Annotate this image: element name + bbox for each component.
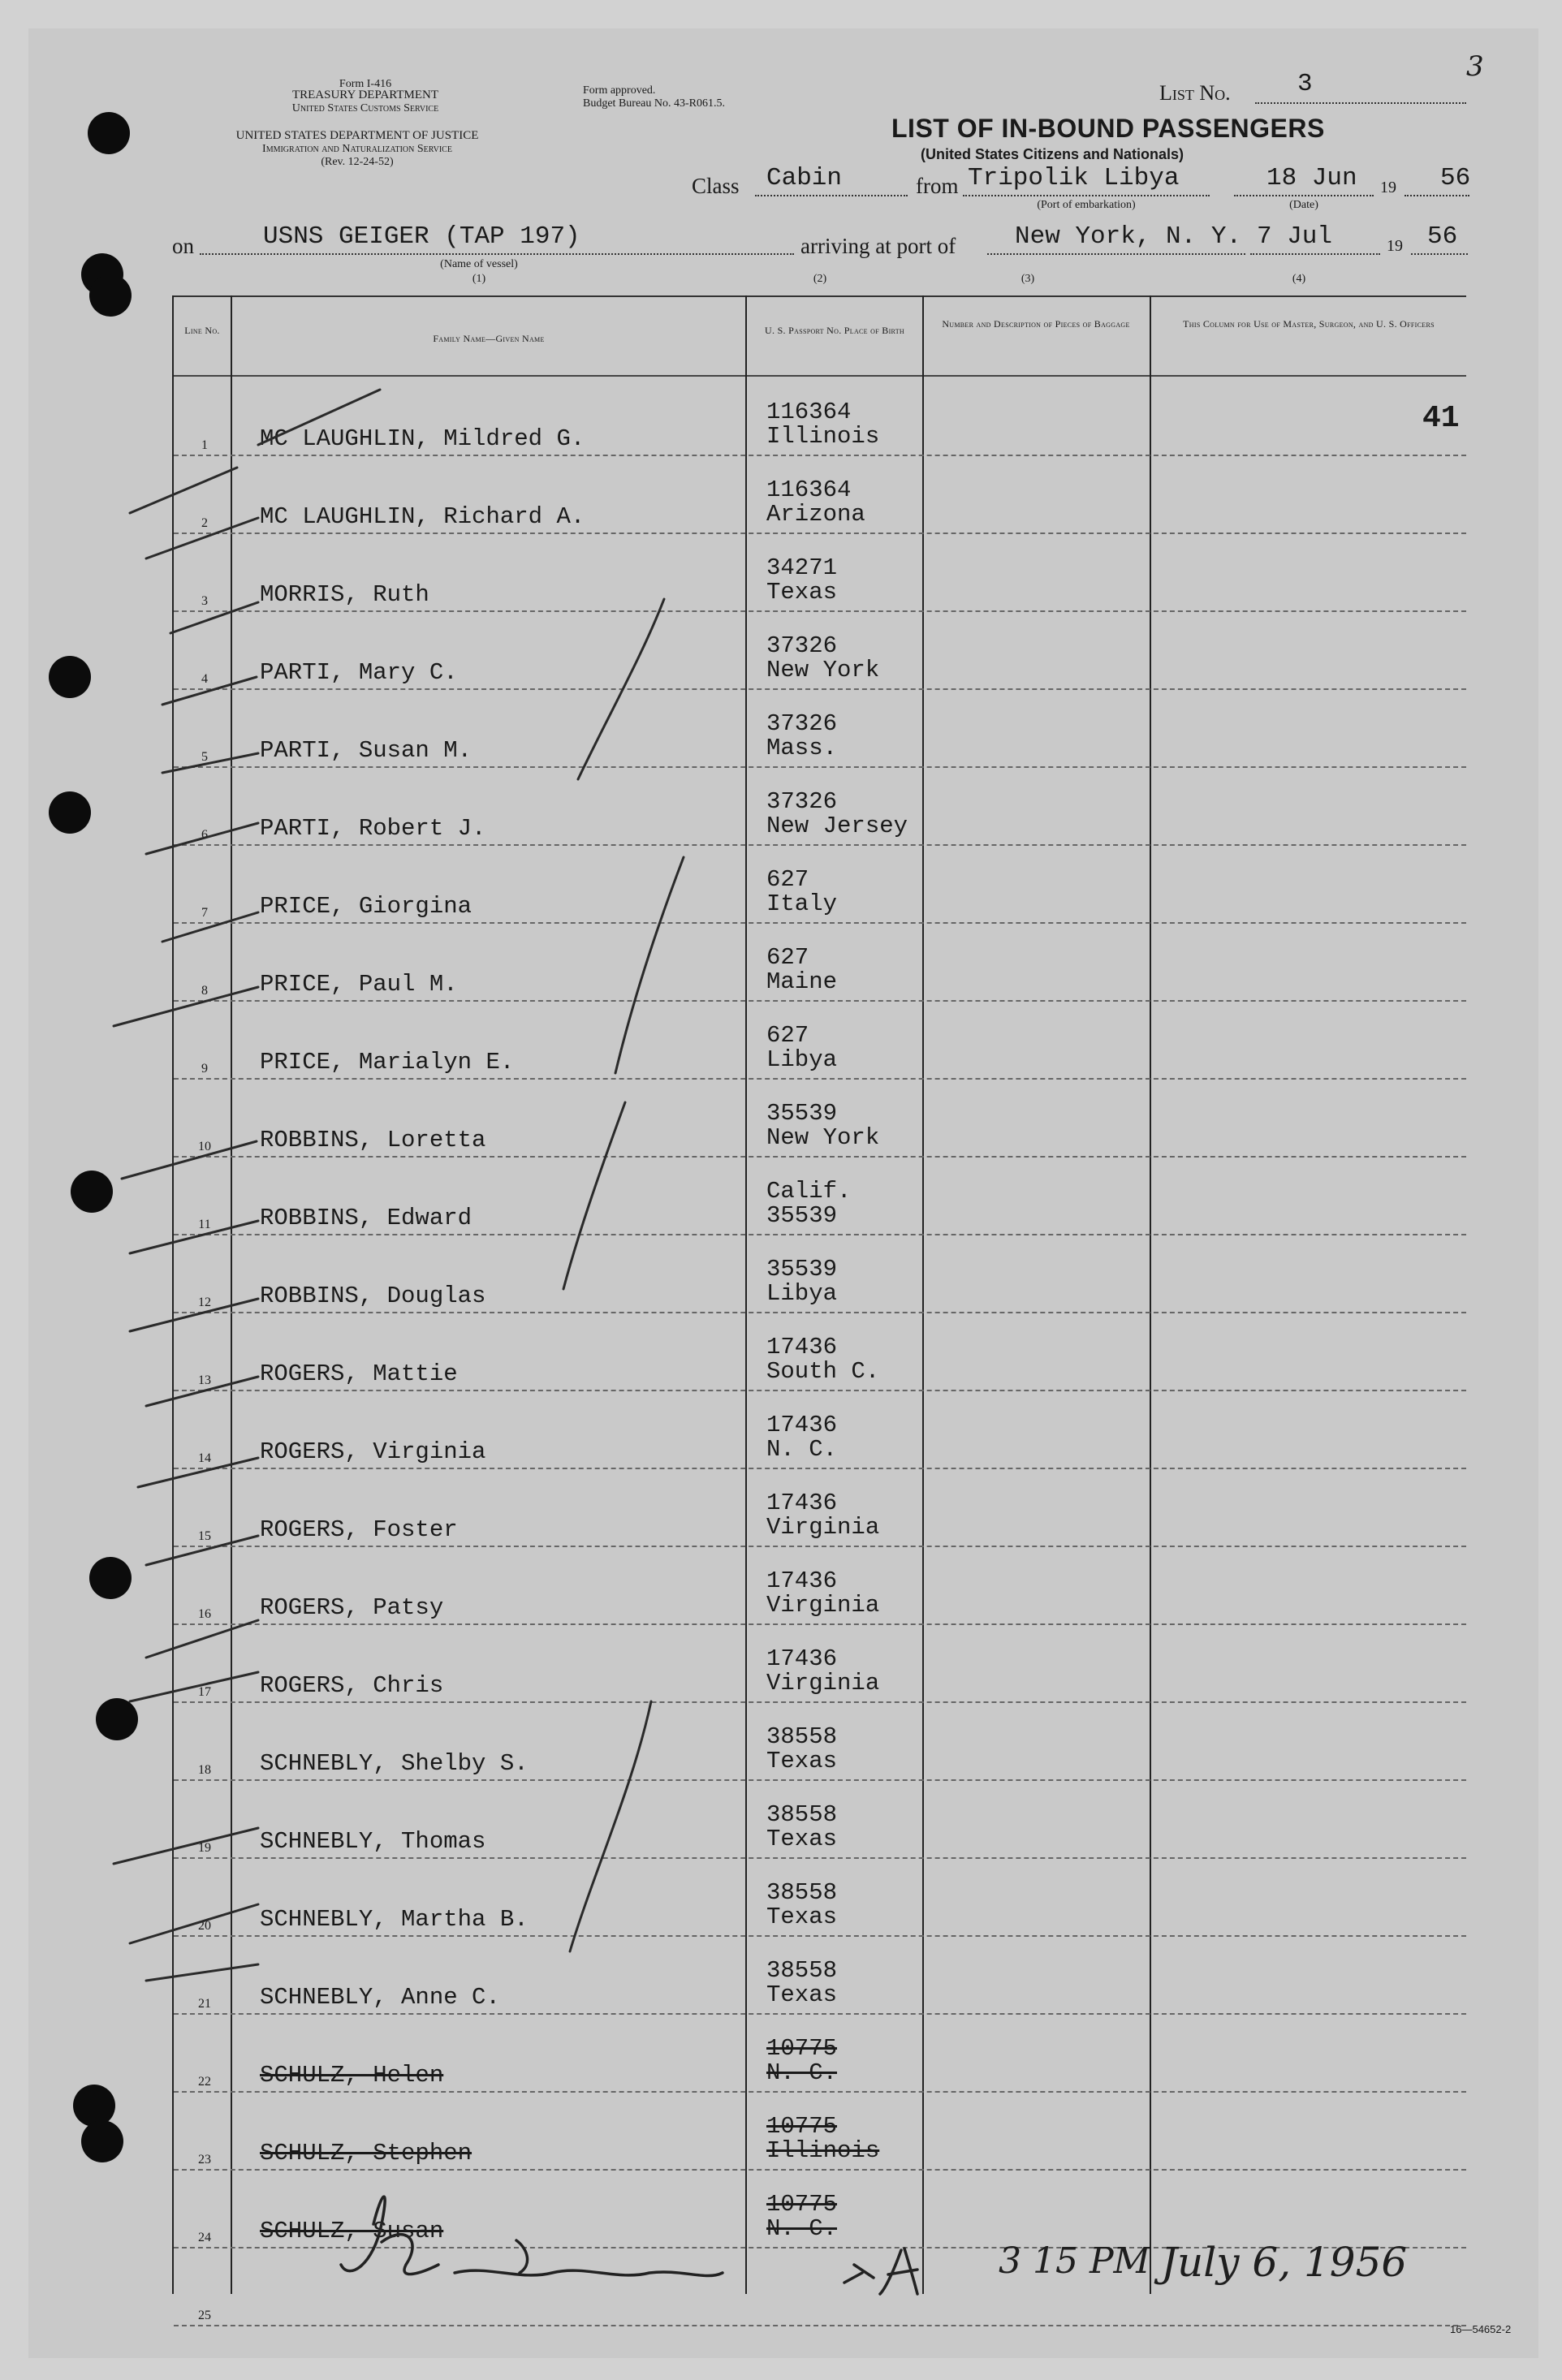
vessel-name: USNS GEIGER (TAP 197) [263, 222, 580, 251]
line-number: 8 [201, 984, 208, 998]
col-marker-3: (3) [1020, 273, 1035, 285]
passport-number: Calif. [766, 1178, 852, 1205]
passenger-name: PARTI, Susan M. [260, 737, 472, 764]
passport-number: 116364 [766, 476, 852, 503]
line-number: 18 [198, 1763, 211, 1777]
passenger-name: PARTI, Mary C. [260, 659, 458, 686]
place-of-birth: New York [766, 657, 880, 683]
passport-number: 627 [766, 1022, 809, 1049]
passport-number: 38558 [766, 1723, 838, 1750]
passport-number: 17436 [766, 1567, 838, 1594]
passenger-name: ROGERS, Mattie [260, 1360, 458, 1387]
document-title: LIST OF IN-BOUND PASSENGERS [891, 114, 1325, 143]
document-subtitle: (United States Citizens and Nationals) [921, 146, 1184, 162]
line-number: 5 [201, 750, 208, 764]
col-marker-1: (1) [472, 273, 486, 285]
passenger-name: ROBBINS, Loretta [260, 1127, 486, 1153]
passenger-name: MC LAUGHLIN, Richard A. [260, 503, 585, 530]
form-number: Form I-416 [339, 78, 392, 90]
line-number: 16 [198, 1607, 211, 1621]
line-number: 24 [198, 2231, 211, 2244]
arriving-label: arriving at port of [800, 234, 956, 258]
passport-number: 37326 [766, 710, 838, 737]
place-of-birth: South C. [766, 1358, 880, 1385]
place-of-birth: Virginia [766, 1514, 880, 1541]
passenger-name: SCHULZ, Stephen [260, 2140, 472, 2167]
embarkation-year: 56 [1440, 164, 1471, 192]
passenger-name: ROGERS, Foster [260, 1516, 458, 1543]
passport-number: 10775 [766, 2035, 838, 2062]
passenger-name: SCHNEBLY, Shelby S. [260, 1750, 529, 1777]
place-of-birth: 35539 [766, 1202, 838, 1229]
place-of-birth: Texas [766, 1748, 838, 1774]
place-of-birth: Texas [766, 579, 838, 606]
arrival-date: 7 Jul [1257, 222, 1333, 251]
handwritten-time: 3 15 PM [999, 2240, 1150, 2282]
header-line-no: Line No. [184, 325, 220, 336]
arrival-year: 56 [1427, 222, 1458, 251]
place-of-birth: Italy [766, 890, 838, 917]
form-approved: Form approved. [583, 84, 656, 97]
line-number: 3 [201, 594, 208, 608]
place-of-birth: Arizona [766, 501, 865, 528]
class-label: Class [692, 174, 740, 198]
passenger-name: ROBBINS, Edward [260, 1205, 472, 1231]
ins-service: Immigration and Naturalization Service [262, 143, 452, 155]
line-number: 13 [198, 1373, 211, 1387]
place-of-birth: N. C. [766, 2059, 838, 2086]
line-number: 25 [198, 2309, 211, 2322]
place-of-birth: Libya [766, 1046, 838, 1073]
line-number: 23 [198, 2153, 211, 2167]
budget-bureau: Budget Bureau No. 43-R061.5. [583, 97, 725, 110]
line-number: 6 [201, 828, 208, 842]
passport-number: 35539 [766, 1100, 838, 1127]
passenger-name: SCHNEBLY, Thomas [260, 1828, 486, 1855]
passenger-name: ROGERS, Chris [260, 1672, 444, 1699]
place-of-birth: Libya [766, 1280, 838, 1307]
passport-number: 38558 [766, 1879, 838, 1906]
passenger-name: PRICE, Giorgina [260, 893, 472, 920]
place-of-birth: New Jersey [766, 813, 908, 839]
header-baggage: Number and Description of Pieces of Baggage [942, 318, 1130, 330]
line-number: 9 [201, 1062, 208, 1076]
line-number: 2 [201, 516, 208, 530]
passport-number: 37326 [766, 788, 838, 815]
line-number: 15 [198, 1529, 211, 1543]
line-number: 12 [198, 1296, 211, 1309]
passenger-name: SCHNEBLY, Martha B. [260, 1906, 529, 1933]
col-marker-4: (4) [1292, 273, 1306, 285]
justice-dept: UNITED STATES DEPARTMENT OF JUSTICE [235, 129, 479, 142]
customs-service: United States Customs Service [291, 102, 439, 114]
header-officers: This Column for Use of Master, Surgeon, and U. S. Officers [1183, 318, 1435, 330]
line-number: 20 [198, 1919, 211, 1933]
place-of-birth: N. C. [766, 1436, 838, 1463]
line-number: 21 [198, 1997, 211, 2011]
passport-number: 17436 [766, 1645, 838, 1672]
place-of-birth: Illinois [766, 2137, 880, 2164]
passport-number: 10775 [766, 2191, 838, 2218]
line-number: 1 [201, 438, 208, 452]
passport-number: 37326 [766, 632, 838, 659]
treasury-dept: TREASURY DEPARTMENT [291, 88, 439, 101]
passport-number: 38558 [766, 1957, 838, 1984]
passport-number: 627 [766, 944, 809, 971]
passenger-name: ROGERS, Patsy [260, 1594, 444, 1621]
passport-number: 10775 [766, 2113, 838, 2140]
col-marker-2: (2) [813, 273, 827, 285]
passenger-name: SCHULZ, Helen [260, 2062, 444, 2089]
line-number: 17 [198, 1685, 211, 1699]
year-prefix: 19 [1380, 179, 1396, 196]
place-of-birth: Illinois [766, 423, 880, 450]
passenger-name: MORRIS, Ruth [260, 581, 429, 608]
place-of-birth: Virginia [766, 1670, 880, 1697]
handwritten-date: July 6, 1956 [1161, 2239, 1408, 2286]
passenger-name: PARTI, Robert J. [260, 815, 486, 842]
from-label: from [916, 174, 959, 198]
line-number: 19 [198, 1841, 211, 1855]
passport-number: 38558 [766, 1801, 838, 1828]
passenger-name: PRICE, Marialyn E. [260, 1049, 515, 1076]
passenger-name: SCHNEBLY, Anne C. [260, 1984, 500, 2011]
passport-number: 627 [766, 866, 809, 893]
place-of-birth: Virginia [766, 1592, 880, 1619]
passport-number: 17436 [766, 1334, 838, 1360]
place-of-birth: Texas [766, 1826, 838, 1852]
list-no-value: 3 [1297, 70, 1313, 98]
header-name: Family Name—Given Name [433, 333, 545, 344]
on-label: on [172, 234, 194, 258]
place-of-birth: Texas [766, 1904, 838, 1930]
passport-number: 35539 [766, 1256, 838, 1283]
line-number: 4 [201, 672, 208, 686]
arrival-port: New York, N. Y. [1015, 222, 1242, 251]
line-number: 22 [198, 2075, 211, 2089]
place-of-birth: Maine [766, 968, 838, 995]
officer-note: 41 [1422, 401, 1460, 436]
passport-number: 34271 [766, 554, 838, 581]
header-passport: U. S. Passport No. Place of Birth [765, 325, 904, 336]
place-of-birth: N. C. [766, 2215, 838, 2242]
passenger-name: MC LAUGHLIN, Mildred G. [260, 425, 585, 452]
passenger-name: PRICE, Paul M. [260, 971, 458, 998]
footer-code: 16—54652-2 [1450, 2323, 1512, 2335]
place-of-birth: Texas [766, 1981, 838, 2008]
passenger-name: ROBBINS, Douglas [260, 1283, 486, 1309]
passenger-name: ROGERS, Virginia [260, 1438, 486, 1465]
passport-number: 17436 [766, 1490, 838, 1516]
date-caption: (Date) [1289, 199, 1318, 211]
embarkation-date: 18 Jun [1266, 164, 1357, 192]
class-value: Cabin [766, 164, 843, 192]
line-number: 10 [198, 1140, 211, 1153]
passenger-name: SCHULZ, Susan [260, 2218, 444, 2244]
port-caption: (Port of embarkation) [1037, 199, 1136, 211]
corner-number: 3 [1466, 50, 1484, 83]
vessel-caption: (Name of vessel) [440, 258, 518, 270]
line-number: 7 [201, 906, 208, 920]
passport-number: 116364 [766, 399, 852, 425]
place-of-birth: New York [766, 1124, 880, 1151]
list-no-label: List No. [1159, 81, 1231, 105]
arrival-year-prefix: 19 [1387, 237, 1403, 255]
passport-number: 17436 [766, 1412, 838, 1438]
revision: (Rev. 12-24-52) [321, 156, 394, 168]
place-of-birth: Mass. [766, 735, 838, 761]
line-number: 11 [198, 1218, 211, 1231]
line-number: 14 [198, 1451, 211, 1465]
embarkation-port: Tripolik Libya [968, 164, 1180, 192]
